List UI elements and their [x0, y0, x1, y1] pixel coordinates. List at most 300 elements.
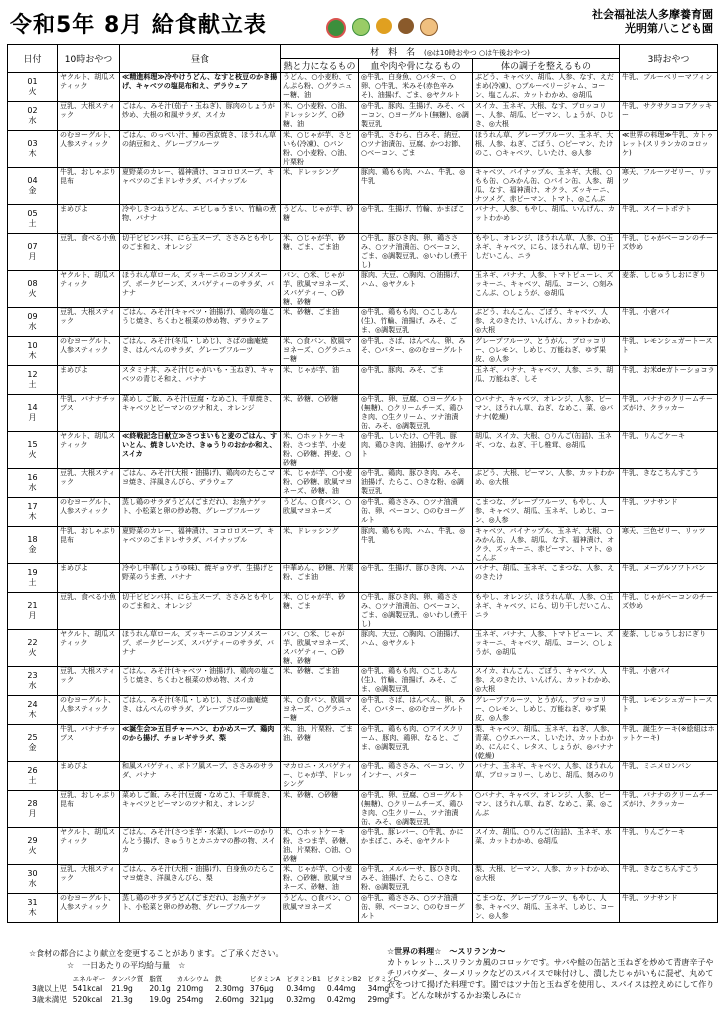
lunch-cell: [120, 762, 281, 791]
date-number: 31: [27, 898, 38, 907]
energy-cell-text: 米、砂糖、ごま油: [283, 667, 339, 675]
snack3-cell-text: 牛乳、バナナのクリームチーズがけ、クラッカー: [622, 791, 713, 808]
energy-cell: [281, 894, 359, 923]
snack3-cell-text: 牛乳、ツナサンド: [622, 894, 678, 902]
body-cell: [473, 828, 620, 865]
energy-cell: [281, 432, 359, 469]
energy-cell-text: うどん、○食パン、○欧風マヨネーズ: [283, 894, 352, 911]
blood-cell-text: ○牛乳、豚ひき肉、卵、鶏ささみ、○ツナ油漬缶、○ベーコン、ごま、◎調製豆乳、◎いわし(煮干し): [361, 593, 467, 628]
date-number: 07: [27, 242, 38, 251]
snack10-cell-text: 牛乳、バナナチップス: [60, 725, 116, 742]
nutrient-value: 376μg: [249, 984, 274, 993]
energy-cell-text: 米、じゃが芋、○小麦粉、○砂糖、欧風マヨネーズ、砂糖、油: [283, 865, 353, 891]
snack10-cell-text: ヤクルト、胡瓜スティック: [60, 828, 116, 845]
lunch-cell-text: 菜めし ご飯、みそ汁(豆腐・なめこ)、千草焼き、キャベツとピーマンのツナ和え、オレンジ: [122, 395, 277, 412]
nutrient-header: ビタミンA: [249, 975, 281, 983]
snack3-cell: [620, 667, 718, 696]
lunch-cell: [120, 894, 281, 923]
body-cell-text: スイカ、胡瓜、○りんご(缶詰)、玉ネギ、水菜、カットわかめ、◎胡瓜: [475, 828, 612, 845]
body-cell: [473, 725, 620, 762]
blood-cell: [359, 395, 473, 432]
page-title: 令和5年 8月 給食献立表: [10, 13, 267, 38]
blood-cell-text: 豚肉、大豆、○胸肉、○油揚げ、ハム、◎ヤクルト: [361, 271, 464, 288]
body-cell: [473, 131, 620, 168]
energy-cell: [281, 205, 359, 234]
energy-cell-text: 米、ドレッシング: [283, 168, 339, 176]
menu-row: [8, 366, 718, 395]
energy-cell-text: 米、○ホットケーキ粉、さつま芋、小麦粉、○砂糖、押麦、○砂糖: [283, 432, 352, 467]
day-of-week: 木: [28, 512, 37, 521]
body-cell-text: もやし、オレンジ、ほうれん草、人参、○玉ネギ、キャベツ、にら、切り干しだいこん、ニラ: [475, 593, 615, 619]
blood-cell: [359, 725, 473, 762]
snack10-cell: [58, 308, 120, 337]
date-cell: [8, 366, 58, 395]
snack3-cell-text: 牛乳、誕生ケーキ(※絵組はホットケーキ): [622, 725, 715, 742]
snack3-cell-text: 牛乳、ミニメロンパン: [622, 762, 692, 770]
blood-cell: [359, 102, 473, 131]
date-number: 29: [27, 836, 38, 845]
menu-row: [8, 395, 718, 432]
nutrient-value: 0.34mg: [286, 984, 316, 993]
snack10-cell-text: 豆乳、大根スティック: [60, 865, 116, 882]
header-snack3: 3時おやつ: [620, 45, 718, 73]
lunch-cell: [120, 865, 281, 894]
day-of-week: 金: [28, 545, 37, 554]
nutrient-value: 34mg: [367, 984, 390, 993]
lunch-cell-text: ごはん、みそ汁(キャベツ・油揚げ)、鶏肉の塩こうじ焼き、ちくわと根菜の炒め物、スイカ: [122, 667, 275, 684]
nutrient-value: 321μg: [249, 995, 274, 1004]
menu-row: [8, 168, 718, 205]
body-cell-text: ぶどう、キャベツ、胡瓜、人参、なす、えだまめ(冷凍)、○ブルーベリージャム、コーン、塩こんぶ、カットわかめ、◎胡瓜: [475, 73, 614, 99]
world-cuisine-text: カトゥレット…スリランカ風のコロッケです。サバや鮭の缶詰と玉ねぎを炒めて青唐辛子やチリパウダー、ターメリックなどのスパイスで味付けし、潰したじゃがいもに混ぜ、丸めて衣をつけて揚げた料理です。園ではツナ缶と玉ねぎを使用し、スパイスは控えめにして作ります。どんな味がするかお楽しみに☆: [387, 958, 715, 1000]
date-number: 15: [27, 440, 38, 449]
org-line2: 光明第八こども園: [625, 22, 713, 35]
energy-cell-text: 米、○小麦粉、○油、ドレッシング、○砂糖、油: [283, 102, 352, 128]
day-of-week: 土: [28, 380, 37, 389]
snack10-cell-text: まめぴよ: [60, 564, 88, 572]
lunch-cell: [120, 469, 281, 498]
header-snack10: 10時おやつ: [58, 45, 120, 73]
snack10-cell-text: 牛乳、バナナチップス: [60, 395, 116, 412]
date-cell: [8, 469, 58, 498]
energy-cell: [281, 630, 359, 667]
lunch-cell: [120, 205, 281, 234]
date-number: 03: [27, 139, 38, 148]
energy-cell: [281, 564, 359, 593]
nutrient-value: 0.32mg: [286, 995, 316, 1004]
menu-row: [8, 432, 718, 469]
energy-cell: [281, 73, 359, 102]
blood-cell-text: ◎牛乳、豚肉、生揚げ、みそ、ベーコン、○ヨーグルト(無糖)、◎調製豆乳: [361, 102, 469, 128]
snack10-cell: [58, 469, 120, 498]
blood-cell-text: 豚肉、鶏もも肉、ハム、牛乳、◎牛乳: [361, 168, 466, 185]
body-cell: [473, 234, 620, 271]
blood-cell: [359, 828, 473, 865]
body-cell: [473, 527, 620, 564]
blood-cell: [359, 271, 473, 308]
snack3-cell-text: 牛乳、メープルソフトパン: [622, 564, 706, 572]
energy-cell-text: 米、油、片栗粉、ごま油、砂糖: [283, 725, 353, 742]
menu-row: [8, 894, 718, 923]
lunch-cell-text: ≪終戦記念日献立≫さつまいもと麦のごはん、すいとん、焼きしいたけ、きゅうりのおかか和え、スイカ: [122, 432, 278, 458]
body-cell: [473, 865, 620, 894]
blood-cell: [359, 234, 473, 271]
snack3-cell: [620, 828, 718, 865]
menu-row: [8, 527, 718, 564]
nutrient-value: 20.1g: [149, 984, 171, 993]
watermelon-icon: [326, 18, 346, 38]
day-of-week: 金: [28, 743, 37, 752]
lunch-cell-text: ごはん、みそ汁(キャベツ・油揚げ)、鶏肉の塩こうじ焼き、ちくわと根菜の炒め物、デラウェア: [122, 308, 275, 325]
lunch-cell-text: 蒸し鶏のサラダうどん(ごまだれ)、お魚ナゲット、小松菜と卵の炒め物、グレープフルーツ: [122, 894, 267, 911]
lunch-cell-text: 切干ビビンバ丼、にら玉スープ、ささみともやしのごま和え、オレンジ: [122, 593, 275, 610]
date-number: 18: [27, 535, 38, 544]
snack3-cell-text: 牛乳、ツナサンド: [622, 498, 678, 506]
energy-cell-text: うどん、○食パン、○欧風マヨネーズ: [283, 498, 352, 515]
lunch-cell-text: 夏野菜のカレー、福神漬け、ココロロスープ、キャベツのごまドレサラダ、パイナップル: [122, 168, 275, 185]
energy-cell: [281, 791, 359, 828]
day-of-week: 月: [28, 809, 37, 818]
snack10-cell-text: 豆乳、大根スティック: [60, 667, 116, 684]
snack3-cell-text: 牛乳、ブルーベリーマフィン: [622, 73, 713, 81]
snack10-cell: [58, 630, 120, 667]
character-icon: [420, 18, 438, 36]
snack3-cell: [620, 131, 718, 168]
organization-name: [592, 8, 713, 36]
header-ingredients-label: 材 料 名: [370, 48, 416, 58]
blood-cell: [359, 894, 473, 923]
blood-cell-text: ◎牛乳、豚肉、みそ、ごま: [361, 366, 444, 374]
body-cell-text: バナナ、人参、もやし、胡瓜、いんげん、カットわかめ: [475, 205, 615, 222]
snack10-cell-text: 豆乳、大根スティック: [60, 102, 116, 119]
body-cell: [473, 102, 620, 131]
date-number: 01: [27, 77, 38, 86]
lunch-cell-text: 冷やし中華(しょうゆ味)、焼ギョウザ、生揚げと野菜のうま煮、バナナ: [122, 564, 274, 581]
snack10-cell-text: のむヨーグルト、人参スティック: [60, 696, 116, 713]
date-number: 25: [27, 733, 38, 742]
lunch-cell: [120, 395, 281, 432]
snack10-cell-text: のむヨーグルト、人参スティック: [60, 337, 116, 354]
body-cell: [473, 762, 620, 791]
blood-cell-text: ◎牛乳、メルルーサ、豚ひき肉、みそ、油揚げ、たらこ、○きな粉、◎調製豆乳: [361, 865, 465, 891]
snack10-cell: [58, 593, 120, 630]
energy-cell-text: 米、○じゃが芋、砂糖、ごま: [283, 593, 346, 610]
header-ingredients-note: (◎は10時おやつ ○は午後おやつ): [424, 49, 530, 57]
menu-row: [8, 337, 718, 366]
snack3-cell: [620, 725, 718, 762]
snack10-cell: [58, 498, 120, 527]
blood-cell-text: 豚肉、大豆、○胸肉、○油揚げ、ハム、◎ヤクルト: [361, 630, 464, 647]
lunch-cell-text: ほうれん草ロール、ズッキーニのコンソメスープ、ポークビーンズ、スパゲティーのサラダ、バナナ: [122, 271, 274, 297]
page-header: [8, 6, 715, 46]
date-number: 19: [27, 568, 38, 577]
snack10-cell-text: のむヨーグルト、人参スティック: [60, 894, 116, 911]
snack10-cell: [58, 828, 120, 865]
date-cell: [8, 395, 58, 432]
blood-cell: [359, 168, 473, 205]
day-of-week: 火: [28, 846, 37, 855]
lunch-cell-text: 夏野菜のカレー、福神漬け、ココロロスープ、キャベツのごまドレサラダ、パイナップル: [122, 527, 275, 544]
date-cell: [8, 564, 58, 593]
blood-cell: [359, 131, 473, 168]
menu-row: [8, 102, 718, 131]
body-cell: [473, 667, 620, 696]
snack3-cell: [620, 762, 718, 791]
snack3-cell: [620, 527, 718, 564]
snack3-cell: [620, 630, 718, 667]
energy-cell: [281, 865, 359, 894]
snack3-cell: [620, 205, 718, 234]
lunch-cell: [120, 667, 281, 696]
snack3-cell-text: 牛乳、お米deガトーショコラ: [622, 366, 715, 374]
body-cell-text: ○バナナ、キャベツ、オレンジ、人参、ピーマン、ほうれん草、ねぎ、なめこ、菜、◎こんぶ: [475, 791, 614, 817]
menu-row: [8, 828, 718, 865]
snack10-cell: [58, 168, 120, 205]
body-cell: [473, 432, 620, 469]
blood-cell: [359, 630, 473, 667]
energy-cell: [281, 131, 359, 168]
lunch-cell: [120, 432, 281, 469]
snack3-cell: [620, 337, 718, 366]
date-cell: [8, 73, 58, 102]
nutrient-value: 210mg: [176, 984, 204, 993]
menu-table: [7, 44, 718, 923]
snack10-cell-text: のむヨーグルト、人参スティック: [60, 131, 116, 148]
snack3-cell: [620, 234, 718, 271]
snack3-cell-text: 牛乳、バナナのクリームチーズがけ、クラッカー: [622, 395, 713, 412]
body-cell-text: キャベツ、パイナップル、玉ネギ、大根、○みかん缶、人参、胡瓜、なす、福神漬け、オクラ、ズッキーニ、赤ピーマン、トマト、◎こんぶ: [475, 527, 615, 562]
date-cell: [8, 696, 58, 725]
snack3-cell: [620, 498, 718, 527]
snack3-cell-text: 牛乳、レモンシュガートースト: [622, 337, 713, 354]
lunch-cell: [120, 168, 281, 205]
date-cell: [8, 865, 58, 894]
lunch-cell: [120, 630, 281, 667]
body-cell: [473, 696, 620, 725]
energy-cell-text: 米、ドレッシング: [283, 527, 339, 535]
snack10-cell: [58, 432, 120, 469]
day-of-week: 木: [28, 149, 37, 158]
snack10-cell: [58, 73, 120, 102]
energy-cell: [281, 725, 359, 762]
snack3-cell-text: 麦茶、しじゅうしおにぎり: [622, 630, 707, 638]
blood-cell: [359, 564, 473, 593]
energy-cell-text: 米、砂糖、ごま油: [283, 308, 339, 316]
lunch-cell: [120, 696, 281, 725]
date-cell: [8, 432, 58, 469]
nutrient-value: 520kcal: [72, 995, 103, 1004]
snack3-cell-text: 牛乳、りんごケーキ: [622, 828, 686, 836]
body-cell: [473, 366, 620, 395]
date-number: 12: [27, 370, 38, 379]
energy-cell: [281, 498, 359, 527]
lunch-cell: [120, 791, 281, 828]
snack3-cell: [620, 564, 718, 593]
blood-cell-text: ◎牛乳、鶏肉、豚ひき肉、みそ、油揚げ、たらこ、○きな粉、◎調製豆乳: [361, 469, 465, 495]
energy-cell: [281, 308, 359, 337]
snack3-cell: [620, 366, 718, 395]
snack10-cell-text: 豆乳、大根スティック: [60, 469, 116, 486]
body-cell-text: ○バナナ、キャベツ、オレンジ、人参、ピーマン、ほうれん草、ねぎ、なめこ、菜、◎バナナ(乾燥): [475, 395, 614, 421]
snack10-cell-text: 豆乳、大根スティック: [60, 308, 116, 325]
snack10-cell-text: まめぴよ: [60, 205, 88, 213]
decoration-icons: [326, 18, 438, 38]
snack10-cell: [58, 366, 120, 395]
lunch-cell: [120, 131, 281, 168]
date-number: 10: [27, 341, 38, 350]
nutrient-table: [29, 974, 401, 1005]
nutrient-value: 19.0g: [149, 995, 171, 1004]
menu-row: [8, 865, 718, 894]
lunch-cell: [120, 271, 281, 308]
energy-cell-text: パン、○米、じゃが芋、欧風マヨネーズ、スパゲティー、○砂糖、砂糖: [283, 271, 353, 306]
body-cell-text: 玉ネギ、バナナ、人参、トマトピューレ、ズッキーニ、キャベツ、胡瓜、コーン、○刻みこんぶ、○しょうが、◎胡瓜: [475, 271, 614, 297]
snack10-cell-text: 豆乳、おしゃぶり昆布: [60, 791, 116, 808]
energy-cell: [281, 395, 359, 432]
energy-cell-text: 米、○じゃが芋、さといも(冷凍)、○パン粉、○小麦粉、○油、片栗粉: [283, 131, 353, 166]
day-of-week: 火: [28, 450, 37, 459]
date-cell: [8, 630, 58, 667]
snack10-cell: [58, 696, 120, 725]
snack3-cell-text: 寒天、フルーツゼリー、リッツ: [622, 168, 712, 185]
body-cell: [473, 564, 620, 593]
date-cell: [8, 234, 58, 271]
header-lunch: 昼食: [120, 45, 281, 73]
snack10-cell-text: 豆乳、食べる小魚: [60, 593, 116, 601]
date-number: 21: [27, 601, 38, 610]
body-cell-text: グレープフルーツ、とうがん、ブロッコリー、○レモン、しめじ、万能ねぎ、ゆず果皮、◎人参: [475, 337, 607, 363]
date-cell: [8, 791, 58, 828]
energy-cell: [281, 168, 359, 205]
nutrient-value: 0.42mg: [326, 995, 356, 1004]
snack3-cell: [620, 696, 718, 725]
lunch-cell: [120, 73, 281, 102]
snack3-cell-text: 牛乳、きなこちんすこう: [622, 469, 700, 477]
snack3-cell: [620, 894, 718, 923]
energy-cell: [281, 234, 359, 271]
snack3-cell: [620, 865, 718, 894]
day-of-week: 月: [28, 611, 37, 620]
blood-cell-text: ◎牛乳、鶏ささみ、○ツナ油漬缶、卵、ベーコン、○のむヨーグルト: [361, 498, 465, 524]
snack10-cell: [58, 667, 120, 696]
day-of-week: 火: [28, 87, 37, 96]
date-cell: [8, 337, 58, 366]
nutrient-header: ビタミンC: [367, 975, 399, 983]
nutrient-value: 2.60mg: [215, 995, 244, 1004]
energy-cell: [281, 337, 359, 366]
body-cell-text: 胡瓜、スイカ、大根、○りんご(缶詰)、玉ネギ、つな、ねぎ、干し椎茸、◎胡瓜: [475, 432, 612, 449]
day-of-week: 水: [28, 116, 37, 125]
nutrient-header: タンパク質: [111, 975, 144, 983]
menu-row: [8, 498, 718, 527]
date-cell: [8, 271, 58, 308]
body-cell-text: もやし、オレンジ、ほうれん草、人参、○玉ネギ、キャベツ、にら、ほうれん草、切り干しだいこん、ニラ: [475, 234, 615, 260]
body-cell-text: バナナ、胡瓜、玉ネギ、こまつな、人参、えのきたけ: [475, 564, 615, 581]
lunch-cell-text: スタミナ丼、みそ汁(じゃがいも・玉ねぎ)、キャベツの青じそ和え、バナナ: [122, 366, 275, 383]
snack10-cell: [58, 564, 120, 593]
body-cell-text: 梨、キャベツ、胡瓜、玉ネギ、ねぎ、人参、青菜、○ウエハース、しいたけ、カットわかめ、にんにく、レタス、しょうが、◎バナナ(乾燥): [475, 725, 614, 760]
date-number: 17: [27, 502, 38, 511]
energy-cell: [281, 366, 359, 395]
body-cell-text: こまつな、グレープフルーツ、もやし、人参、キャベツ、胡瓜、玉ネギ、しめじ、コーン、◎人参: [475, 894, 615, 920]
day-of-week: 木: [28, 908, 37, 917]
energy-cell-text: 米、砂糖、○砂糖: [283, 395, 339, 403]
date-number: 24: [27, 700, 38, 709]
energy-cell-text: パン、○米、じゃが芋、欧風マヨネーズ、スパゲティー、○砂糖、砂糖: [283, 630, 353, 665]
blood-cell: [359, 762, 473, 791]
blood-cell: [359, 865, 473, 894]
blood-cell: [359, 593, 473, 630]
lunch-cell: [120, 337, 281, 366]
date-number: 22: [27, 638, 38, 647]
lunch-cell-text: ごはん、みそ汁(冬瓜・しめじ)、さばの幽庵焼き、はんぺんのサラダ、グレープフルーツ: [122, 696, 268, 713]
body-cell-text: グレープフルーツ、とうがん、ブロッコリー、○レモン、しめじ、万能ねぎ、ゆず果皮、◎人参: [475, 696, 607, 722]
nutrient-header: [29, 974, 70, 983]
lunch-cell: [120, 828, 281, 865]
snack3-cell-text: 牛乳、レモンシュガートースト: [622, 696, 713, 713]
snack10-cell: [58, 894, 120, 923]
day-of-week: 木: [28, 710, 37, 719]
lunch-cell-text: 菜めしご飯、みそ汁(豆腐・なめこ)、千草焼き、キャベツとピーマンのツナ和え、オレンジ: [122, 791, 275, 808]
snack3-cell: [620, 102, 718, 131]
blood-cell-text: ◎牛乳、豚レバー、○牛乳、かにかまぼこ、みそ、◎ヤクルト: [361, 828, 464, 845]
lunch-cell: [120, 593, 281, 630]
snack3-cell-text: 牛乳、小倉パイ: [622, 308, 672, 316]
nutrient-header: ビタミンB2: [326, 975, 362, 983]
date-cell: [8, 498, 58, 527]
day-of-week: 土: [28, 776, 37, 785]
lunch-cell-text: ごはん、みそ汁(大根・油揚げ)、白身魚のたらこマヨ焼き、洋風きんぴら、梨: [122, 865, 275, 882]
snack10-cell-text: ヤクルト、胡瓜スティック: [60, 630, 116, 647]
lunch-cell-text: ごはん、みそ汁(茄子・玉ねぎ)、豚肉のしょうが炒め、大根の和風サラダ、スイカ: [122, 102, 275, 119]
snack10-cell: [58, 725, 120, 762]
day-of-week: 火: [28, 289, 37, 298]
date-number: 23: [27, 671, 38, 680]
lunch-cell-text: 和風スパゲティ、ポトフ風スープ、ささみのサラダ、バナナ: [122, 762, 274, 779]
energy-cell-text: 米、○食パン、欧風マヨネーズ、○グラニュー糖: [283, 337, 352, 363]
energy-cell: [281, 102, 359, 131]
snack3-cell: [620, 271, 718, 308]
energy-cell-text: 米、○食パン、欧風マヨネーズ、○グラニュー糖: [283, 696, 352, 722]
snack10-cell: [58, 337, 120, 366]
date-number: 02: [27, 106, 38, 115]
fish-icon: [376, 18, 392, 34]
body-cell-text: 玉ネギ、バナナ、人参、トマトピューレ、ズッキーニ、キャベツ、胡瓜、コーン、○しょうが、◎胡瓜: [475, 630, 614, 656]
blood-cell-text: ◎牛乳、鶏もも肉、○アイスクリーム、豚肉、鶏卵、なると、ごま、◎調製豆乳: [361, 725, 464, 751]
snack10-cell: [58, 234, 120, 271]
energy-cell-text: 米、○じゃが芋、砂糖、ごま、ごま油: [283, 234, 346, 251]
blood-cell-text: ◎牛乳、鶏もも肉、○こしあん(生)、竹輪、油揚げ、みそ、ごま、◎調製豆乳: [361, 308, 458, 334]
blood-cell: [359, 696, 473, 725]
blood-cell-text: ○牛乳、豚ひき肉、卵、鶏ささみ、○ツナ油漬缶、○ベーコン、ごま、◎調製豆乳、◎いわし(煮干し): [361, 234, 467, 269]
snack3-cell: [620, 593, 718, 630]
nutrient-value: 21.9g: [111, 984, 133, 993]
snack3-cell: [620, 791, 718, 828]
blood-cell-text: ◎牛乳、卵、豆腐、○ヨーグルト(無糖)、○クリームチーズ、鶏ひき肉、○生クリーム、ツナ油漬缶、みそ、◎調製豆乳: [361, 395, 465, 430]
date-cell: [8, 102, 58, 131]
nutrient-value: 541kcal: [72, 984, 103, 993]
blood-cell: [359, 366, 473, 395]
date-cell: [8, 205, 58, 234]
body-cell-text: スイカ、玉ネギ、大根、なす、ブロッコリー、人参、胡瓜、ピーマン、しょうが、ひじき、◎大根: [475, 102, 614, 128]
lunch-cell: [120, 498, 281, 527]
snack10-cell-text: 牛乳、おしゃぶり昆布: [60, 527, 116, 544]
menu-row: [8, 762, 718, 791]
body-cell-text: ぶどう、れんこん、ごぼう、キャベツ、人参、えのきたけ、いんげん、カットわかめ、◎大根: [475, 308, 615, 334]
blood-cell-text: ◎牛乳、鶏もも肉、○こしあん(生)、竹輪、油揚げ、みそ、ごま、◎調製豆乳: [361, 667, 458, 693]
blood-cell-text: ◎牛乳、さば、はんぺん、卵、みそ、○バター、◎のむヨーグルト: [361, 696, 466, 713]
snack10-cell-text: 豆乳、食べる小魚: [60, 234, 116, 242]
